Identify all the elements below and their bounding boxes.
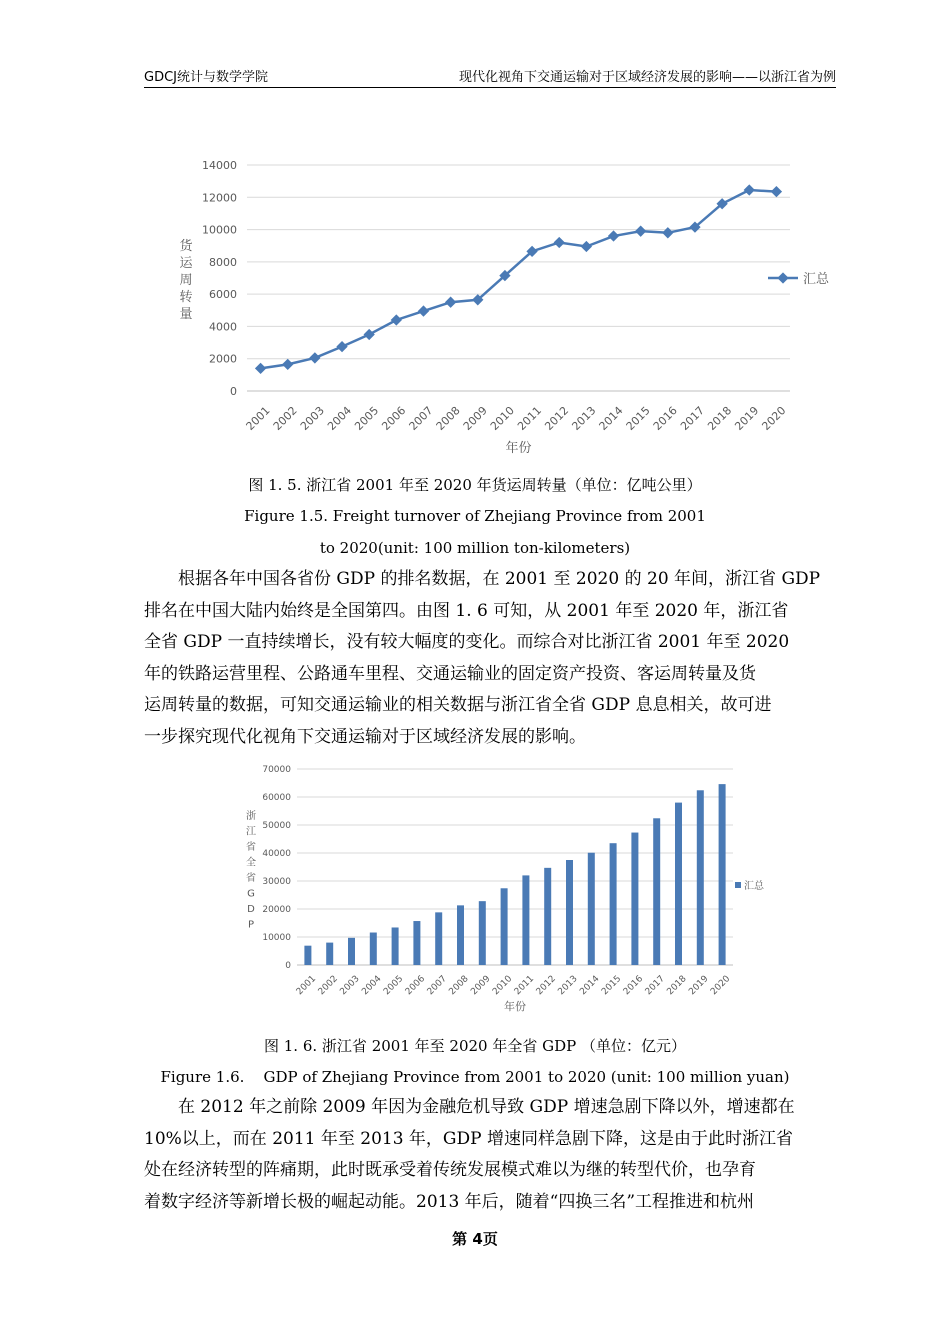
figure1-caption-cn: 图 1. 5. 浙江省 2001 年至 2020 年货运周转量（单位：亿吨公里） [248,476,702,494]
x-tick-label: 2003 [297,404,327,434]
x-tick-label: 2016 [650,404,680,434]
bar [348,938,355,965]
paragraph-line: 着数字经济等新增长极的崛起动能。2013 年后，随着“四换三名”工程推进和杭州 [144,1191,755,1212]
x-tick-label: 2008 [447,973,471,998]
y-axis-label-char: 周 [179,273,193,288]
header-rule [144,87,836,88]
y-axis-label-char: 运 [179,256,193,271]
bar [522,875,529,965]
y-tick-label: 4000 [209,320,237,334]
data-point [554,237,565,248]
paragraph-line: 在 2012 年之前除 2009 年因为金融危机导致 GDP 增速急剧下降以外，增速都在 [178,1097,795,1117]
bar [719,784,726,965]
y-tick-label: 10000 [202,223,237,237]
y-tick-label: 0 [285,961,291,971]
y-tick-label: 0 [230,385,237,398]
x-tick-label: 2001 [243,404,273,434]
y-tick-label: 6000 [209,288,237,302]
paragraph-line: 年的铁路运营里程、公路通车里程、交通运输业的固定资产投资、客运周转量及货 [144,663,756,684]
x-tick-label: 2009 [460,404,490,434]
data-point [391,314,402,325]
y-tick-label: 10000 [262,933,291,943]
x-tick-label: 2011 [512,973,537,998]
legend-label: 汇总 [803,272,830,287]
y-tick-label: 2000 [209,352,237,366]
body-paragraph-1 [144,564,836,753]
bar [304,946,311,965]
paragraph-line: 一步探究现代化视角下交通运输对于区域经济发展的影响。 [144,726,586,747]
y-axis-label-char: 浙 [246,811,256,822]
bar [675,803,682,965]
bar [501,888,508,965]
x-tick-label: 2002 [316,973,340,998]
y-tick-label: 20000 [262,905,291,915]
y-axis-label-char: 省 [246,842,256,853]
figure2-caption-en: Figure 1.6. GDP of Zhejiang Province from 2001 to 2020 (unit: 100 million yuan) [160,1068,790,1086]
y-axis-label-char: D [247,904,255,915]
figure1-caption-en-line2: to 2020(unit: 100 million ton-kilometers) [319,539,631,557]
body-paragraph-2 [144,1092,836,1218]
data-point [662,227,673,238]
y-tick-label: 70000 [262,765,291,775]
data-point [364,329,375,340]
paragraph-line: 处在经济转型的阵痛期，此时既承受着传统发展模式难以为继的转型代价，也孕育 [144,1160,756,1180]
page-number: 第 4页 [452,1230,498,1248]
y-tick-label: 60000 [262,793,291,803]
y-axis-label-char: 量 [179,307,193,322]
data-point [255,363,266,374]
paragraph-line: 排名在中国大陆内始终是全国第四。由图 1. 6 可知，从 2001 年至 2020 年，浙江省 [144,600,789,621]
data-point [744,184,755,195]
x-tick-label: 2018 [705,404,735,434]
x-tick-label: 2004 [325,404,355,434]
x-tick-label: 2012 [542,404,572,434]
x-tick-label: 2016 [621,973,646,998]
x-tick-label: 2017 [678,404,707,434]
bar [588,853,595,965]
x-tick-label: 2010 [491,973,515,998]
x-tick-label: 2010 [487,404,517,434]
x-tick-label: 2009 [469,973,493,998]
x-tick-label: 2012 [534,973,558,998]
y-tick-label: 8000 [209,255,237,269]
y-tick-label: 50000 [262,821,291,831]
data-point [418,305,429,316]
y-axis-label-char: P [247,919,255,931]
y-axis-label-char: 转 [179,290,193,305]
y-tick-label: 40000 [262,849,291,859]
x-tick-label: 2007 [406,404,436,434]
paragraph-line: 运周转量的数据，可知交通运输业的相关数据与浙江省全省 GDP 息息相关，故可进 [144,695,772,715]
bar [610,843,617,965]
bar [457,905,464,965]
paragraph-line: 全省 GDP 一直持续增长，没有较大幅度的变化。而综合对比浙江省 2001 年至 2020 [144,632,790,652]
x-tick-label: 2015 [623,404,653,434]
x-tick-label: 2006 [379,404,409,434]
paragraph-line: 根据各年中国各省份 GDP 的排名数据，在 2001 至 2020 的 20 年间，浙江省 GDP [178,569,821,589]
x-tick-label: 2013 [569,404,599,434]
x-tick-label: 2013 [556,973,580,998]
x-tick-label: 2003 [338,973,362,998]
x-tick-label: 2007 [425,973,449,998]
x-tick-label: 2006 [403,973,428,998]
data-point [771,186,782,197]
x-tick-label: 2017 [643,973,667,998]
y-axis-label-char: 江 [246,826,256,838]
bar [653,818,660,965]
data-point [608,230,619,241]
freight-turnover-line-chart [160,150,850,460]
page-header-left: GDCJ统计与数学学院 [144,70,268,85]
y-tick-label: 14000 [202,159,237,172]
bar [566,860,573,965]
series-line [261,190,777,368]
y-tick-label: 30000 [262,877,291,887]
x-axis-label: 年份 [504,1000,526,1013]
y-axis-label-char: G [247,888,255,900]
x-axis-label: 年份 [505,441,532,456]
bar [631,833,638,965]
y-axis-label-char: 货 [179,239,193,254]
data-point [336,341,347,352]
x-tick-label: 2014 [578,973,602,998]
x-tick-label: 2014 [596,404,626,434]
x-tick-label: 2005 [382,973,406,998]
legend-label: 汇总 [744,881,764,892]
x-tick-label: 2020 [759,404,789,434]
x-tick-label: 2019 [732,404,762,434]
data-point [581,241,592,252]
bar [413,921,420,965]
bar [370,933,377,965]
legend-marker [777,272,788,283]
x-tick-label: 2019 [687,973,711,998]
x-tick-label: 2001 [294,973,319,998]
x-tick-label: 2011 [515,404,545,434]
data-point [445,297,456,308]
x-tick-label: 2002 [270,404,300,434]
legend-marker [735,882,741,888]
gdp-bar-chart [230,758,790,1020]
bar [544,868,551,965]
y-axis-label-char: 省 [246,873,256,884]
x-tick-label: 2018 [665,973,689,998]
x-tick-label: 2005 [352,404,382,434]
figure1-caption-en-line1: Figure 1.5. Freight turnover of Zhejiang Province from 2001 [244,507,706,525]
bar [392,927,399,965]
y-axis-label-char: 全 [246,857,256,869]
paragraph-line: 10%以上，而在 2011 年至 2013 年，GDP 增速同样急剧下降，这是由于此时浙江省 [144,1128,793,1149]
x-tick-label: 2004 [360,973,384,998]
x-tick-label: 2008 [433,404,463,434]
figure2-caption-cn: 图 1. 6. 浙江省 2001 年至 2020 年全省 GDP （单位：亿元） [264,1037,686,1055]
x-tick-label: 2015 [600,973,624,998]
page-header-right: 现代化视角下交通运输对于区域经济发展的影响——以浙江省为例 [458,70,836,85]
bar [697,790,704,965]
data-point [309,352,320,363]
bar [479,901,486,965]
data-point [635,226,646,237]
x-tick-label: 2020 [709,973,733,998]
bar [435,912,442,965]
y-tick-label: 12000 [202,191,237,205]
data-point [282,359,293,370]
bar [326,943,333,965]
